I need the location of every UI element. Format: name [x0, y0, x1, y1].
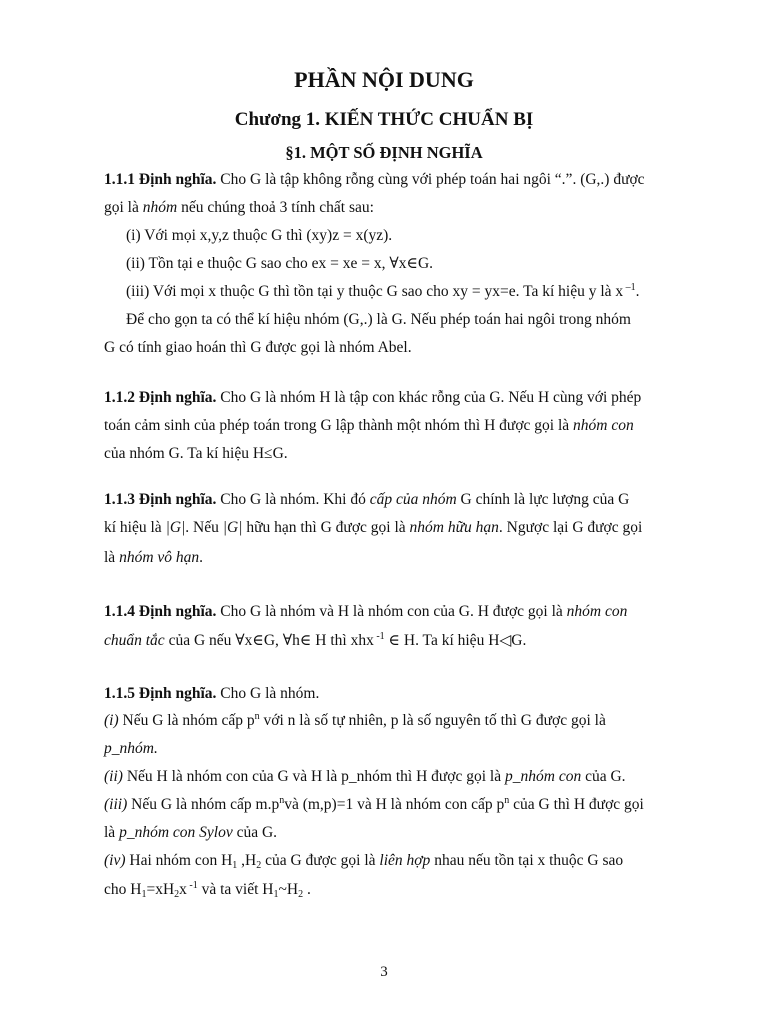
order-notation: |G| — [222, 519, 243, 536]
def-1-1-5-item-iii-cont: là p_nhóm con Sylov của G. — [104, 824, 278, 841]
def-1-1-3-line-3: là nhóm vô hạn. — [104, 549, 204, 566]
def-1-1-5-item-iii: (iii) Nếu G là nhóm cấp $m.p^nvà$ (m,p)=1 và H là nhóm con cấp $p^n$ của G thì H được gọi — [104, 795, 644, 813]
definition-label: 1.1.2 Định nghĩa. — [104, 389, 217, 406]
def-1-1-5-item-iv: (iv) Hai nhóm con $H_1$ $,H_2$ của G được gọi là liên hợp nhau nếu tồn tại x thuộc G sao — [104, 852, 624, 871]
term-p-nhom-con: p_nhóm con — [505, 768, 582, 785]
page-number: 3 — [380, 964, 388, 980]
chapter-heading: Chương 1. KIẾN THỨC CHUẨN BỊ — [234, 109, 534, 130]
term-chuan-tac: chuẩn tắc — [104, 632, 165, 649]
def-1-1-5-item-i-cont — [104, 739, 158, 759]
property-ii: (ii) Tồn tại e thuộc G sao cho ex = xe = x, ∀x∈G. — [126, 255, 434, 272]
term-p-nhom-con-sylov: p_nhóm con Sylov — [119, 824, 233, 841]
def-1-1-5-item-iv-cont: cho $H_1=xH_2x$ $^{-1}$ và ta viết $H_1\sim H_2$ . — [104, 880, 311, 900]
term-nhom-con: nhóm con — [566, 603, 628, 620]
term-lien-hop: liên hợp — [379, 852, 431, 869]
term-nhom-con: nhóm con — [573, 417, 634, 434]
term-p-nhom: p_nhóm. — [104, 740, 158, 757]
page-title: PHẦN NỘI DUNG — [294, 67, 474, 92]
term-nhom-vo-han: nhóm vô hạn — [119, 549, 200, 566]
def-1-1-5-line-1: 1.1.5 Định nghĩa. Cho G là nhóm. — [104, 685, 320, 702]
order-notation: |G| — [165, 519, 186, 536]
definition-label: 1.1.5 Định nghĩa. — [104, 685, 217, 702]
property-i: (i) Với mọi x,y,z thuộc G thì (xy)z = x(yz). — [126, 227, 393, 244]
def-1-1-2-line-2: toán cảm sinh của phép toán trong G lập thành một nhóm thì H được gọi là nhóm con — [104, 417, 634, 434]
definition-label: 1.1.4 Định nghĩa. — [104, 603, 217, 620]
def-1-1-2-line-3: của nhóm G. Ta kí hiệu H≤G. — [104, 445, 288, 462]
definition-label: 1.1.3 Định nghĩa. — [104, 491, 217, 508]
def-1-1-4-line-1: 1.1.4 Định nghĩa. Cho G là nhóm và H là nhóm con của G. H được gọi là nhóm con — [104, 603, 628, 620]
def-1-1-1-line-2: gọi là nhóm nếu chúng thoả 3 tính chất sau: — [104, 199, 374, 216]
def-1-1-1-note-1: Để cho gọn ta có thể kí hiệu nhóm (G,.) là G. Nếu phép toán hai ngôi trong nhóm — [126, 311, 631, 328]
term-cap-cua-nhom: cấp của nhóm — [369, 491, 457, 508]
term-nhom: nhóm — [142, 199, 178, 216]
def-1-1-5-item-i: (i) Nếu G là nhóm cấp $p^n$ với n là số tự nhiên, p là số nguyên tố thì G được gọi là — [104, 711, 606, 729]
definition-label: 1.1.1 Định nghĩa. — [104, 171, 217, 188]
def-1-1-1-note-2: G có tính giao hoán thì G được gọi là nhóm Abel. — [104, 339, 412, 356]
def-1-1-3-line-2: kí hiệu là |G|. Nếu |G| hữu hạn thì G được gọi là nhóm hữu hạn. Ngược lại G được gọi — [104, 519, 643, 536]
def-1-1-1-line-1: 1.1.1 Định nghĩa. Cho G là tập không rỗng cùng với phép toán hai ngôi “.”. (G,.) được — [104, 171, 645, 188]
def-1-1-5-item-ii: (ii) Nếu H là nhóm con của G và H là p_nhóm thì H được gọi là p_nhóm con của G. — [104, 768, 626, 785]
def-1-1-3-line-1: 1.1.3 Định nghĩa. Cho G là nhóm. Khi đó cấp của nhóm G chính là lực lượng của G — [104, 491, 630, 508]
property-iii: (iii) Với mọi x thuộc G thì tồn tại y thuộc G sao cho xy = yx=e. Ta kí hiệu y là x $^{-1}$. — [126, 282, 640, 300]
section-heading: §1. MỘT SỐ ĐỊNH NGHĨA — [285, 143, 483, 162]
term-nhom-huu-han: nhóm hữu hạn — [409, 519, 499, 536]
def-1-1-2-line-1: 1.1.2 Định nghĩa. Cho G là nhóm H là tập con khác rỗng của G. Nếu H cùng với phép — [104, 389, 642, 406]
def-1-1-4-line-2: chuẩn tắc của G nếu ∀x∈G, ∀h∈ H thì xhx $^{-1}$ ∈ H. Ta kí hiệu H◁G. — [104, 631, 527, 649]
